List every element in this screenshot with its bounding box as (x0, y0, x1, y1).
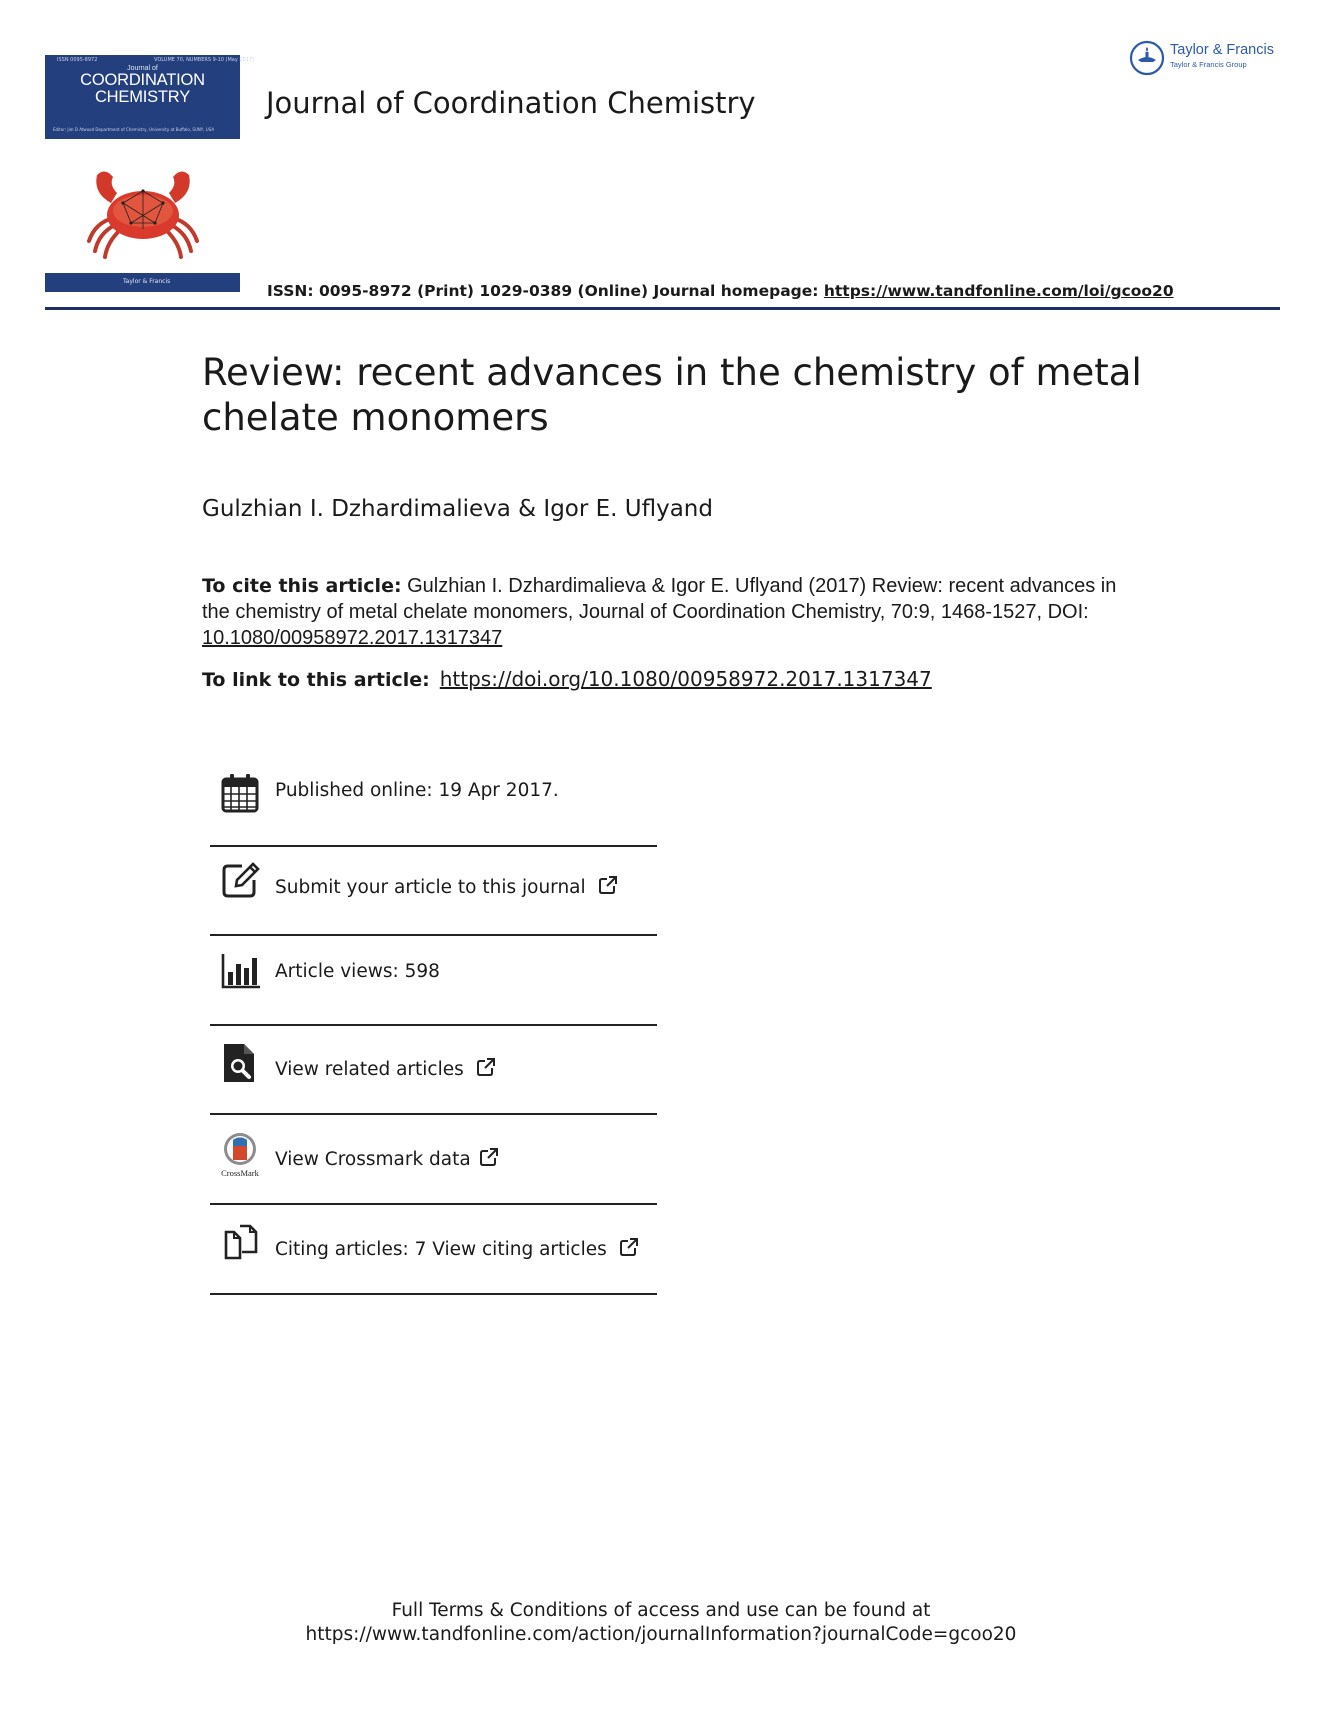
submit-article-row[interactable] (210, 855, 657, 944)
crossmark-row[interactable] (210, 1125, 657, 1214)
journal-homepage-link[interactable]: https://www.tandfonline.com/loi/gcoo20 (823, 282, 1174, 300)
footer-terms-url[interactable]: https://www.tandfonline.com/action/journalInformation?journalCode=gcoo20 (305, 1624, 1017, 1645)
cite-text: Gulzhian I. Dzhardimalieva & Igor E. Uflyand (2017) Review: recent advances in the chemistry of metal chelate monomers, Journal of Coordination Chemistry, 70:9, 1468-1527, DOI: (202, 575, 1117, 623)
bar-chart-icon (220, 950, 262, 992)
article-views-text: Article views: 598 (275, 961, 440, 982)
crossmark-caption: CrossMark (221, 1168, 259, 1178)
related-articles-text: View related articles (275, 1059, 464, 1080)
external-link-icon (479, 1147, 499, 1167)
cover-editor-line: Editor: Jim D Atwood Department of Chemistry, University at Buffalo, SUNY, USA (53, 127, 215, 132)
row-divider (210, 845, 657, 847)
crossmark-link[interactable] (275, 1147, 499, 1170)
crossmark-icon (220, 1132, 260, 1178)
citing-articles-link[interactable] (275, 1237, 639, 1260)
cover-header-band (45, 55, 255, 139)
published-online-row (210, 765, 657, 854)
external-link-icon (619, 1237, 639, 1257)
row-divider (210, 1113, 657, 1115)
cite-doi-link[interactable]: 10.1080/00958972.2017.1317347 (202, 627, 503, 649)
taylor-francis-lamp-icon (1129, 40, 1165, 76)
article-link-line (202, 667, 932, 691)
cite-label: To cite this article: (202, 575, 402, 597)
cover-title (45, 72, 240, 106)
cover-title-line2: CHEMISTRY (94, 88, 191, 106)
footer-terms-text: Full Terms & Conditions of access and use can be found at (391, 1600, 931, 1621)
article-doi-link[interactable]: https://doi.org/10.1080/00958972.2017.1317347 (439, 667, 932, 691)
search-document-icon (220, 1042, 262, 1084)
cover-issn: ISSN 0095-8972 (57, 57, 98, 63)
article-authors: Gulzhian I. Dzhardimalieva & Igor E. Uflyand (202, 496, 713, 522)
cover-volume: VOLUME 70, NUMBERS 9-10 (May 2017) (154, 57, 255, 63)
citation-block (202, 573, 1132, 651)
citing-articles-text: Citing articles: 7 View citing articles (275, 1239, 607, 1260)
external-link-icon (598, 875, 618, 895)
journal-cover (45, 55, 255, 292)
cover-publisher: Taylor & Francis (123, 278, 171, 285)
submit-article-link[interactable] (275, 875, 618, 898)
journal-title[interactable]: Journal of Coordination Chemistry (266, 86, 756, 120)
article-title: Review: recent advances in the chemistry of metal chelate monomers (202, 351, 1142, 439)
related-articles-link[interactable] (275, 1057, 496, 1080)
article-views-row (210, 940, 657, 1029)
row-divider (210, 1293, 657, 1295)
row-divider (210, 934, 657, 936)
external-link-icon (476, 1057, 496, 1077)
publisher-name: Taylor & Francis (1170, 42, 1274, 58)
cover-footer-band (45, 273, 240, 292)
citing-articles-row[interactable] (210, 1215, 657, 1304)
published-online-text: Published online: 19 Apr 2017. (275, 780, 559, 801)
edit-icon (220, 860, 262, 902)
cover-title-line1: COORDINATION (80, 71, 205, 89)
header-divider (45, 307, 1280, 310)
related-articles-row[interactable] (210, 1035, 657, 1124)
submit-article-text: Submit your article to this journal (275, 877, 586, 898)
publisher-group: Taylor & Francis Group (1170, 60, 1247, 69)
row-divider (210, 1024, 657, 1026)
issn-homepage-line (267, 282, 1174, 300)
calendar-icon (220, 772, 262, 814)
cover-meta-line (57, 57, 254, 63)
crossmark-text: View Crossmark data (275, 1149, 471, 1170)
crab-cover-illustration (83, 163, 203, 263)
cover-journal-of: Journal of (127, 65, 158, 72)
taylor-francis-logo[interactable] (1129, 40, 1284, 76)
copy-documents-icon (220, 1222, 262, 1264)
row-divider (210, 1203, 657, 1205)
issn-text: ISSN: 0095-8972 (Print) 1029-0389 (Online) Journal homepage: (267, 282, 824, 300)
link-label: To link to this article: (202, 669, 430, 691)
terms-footer (0, 1599, 1322, 1647)
